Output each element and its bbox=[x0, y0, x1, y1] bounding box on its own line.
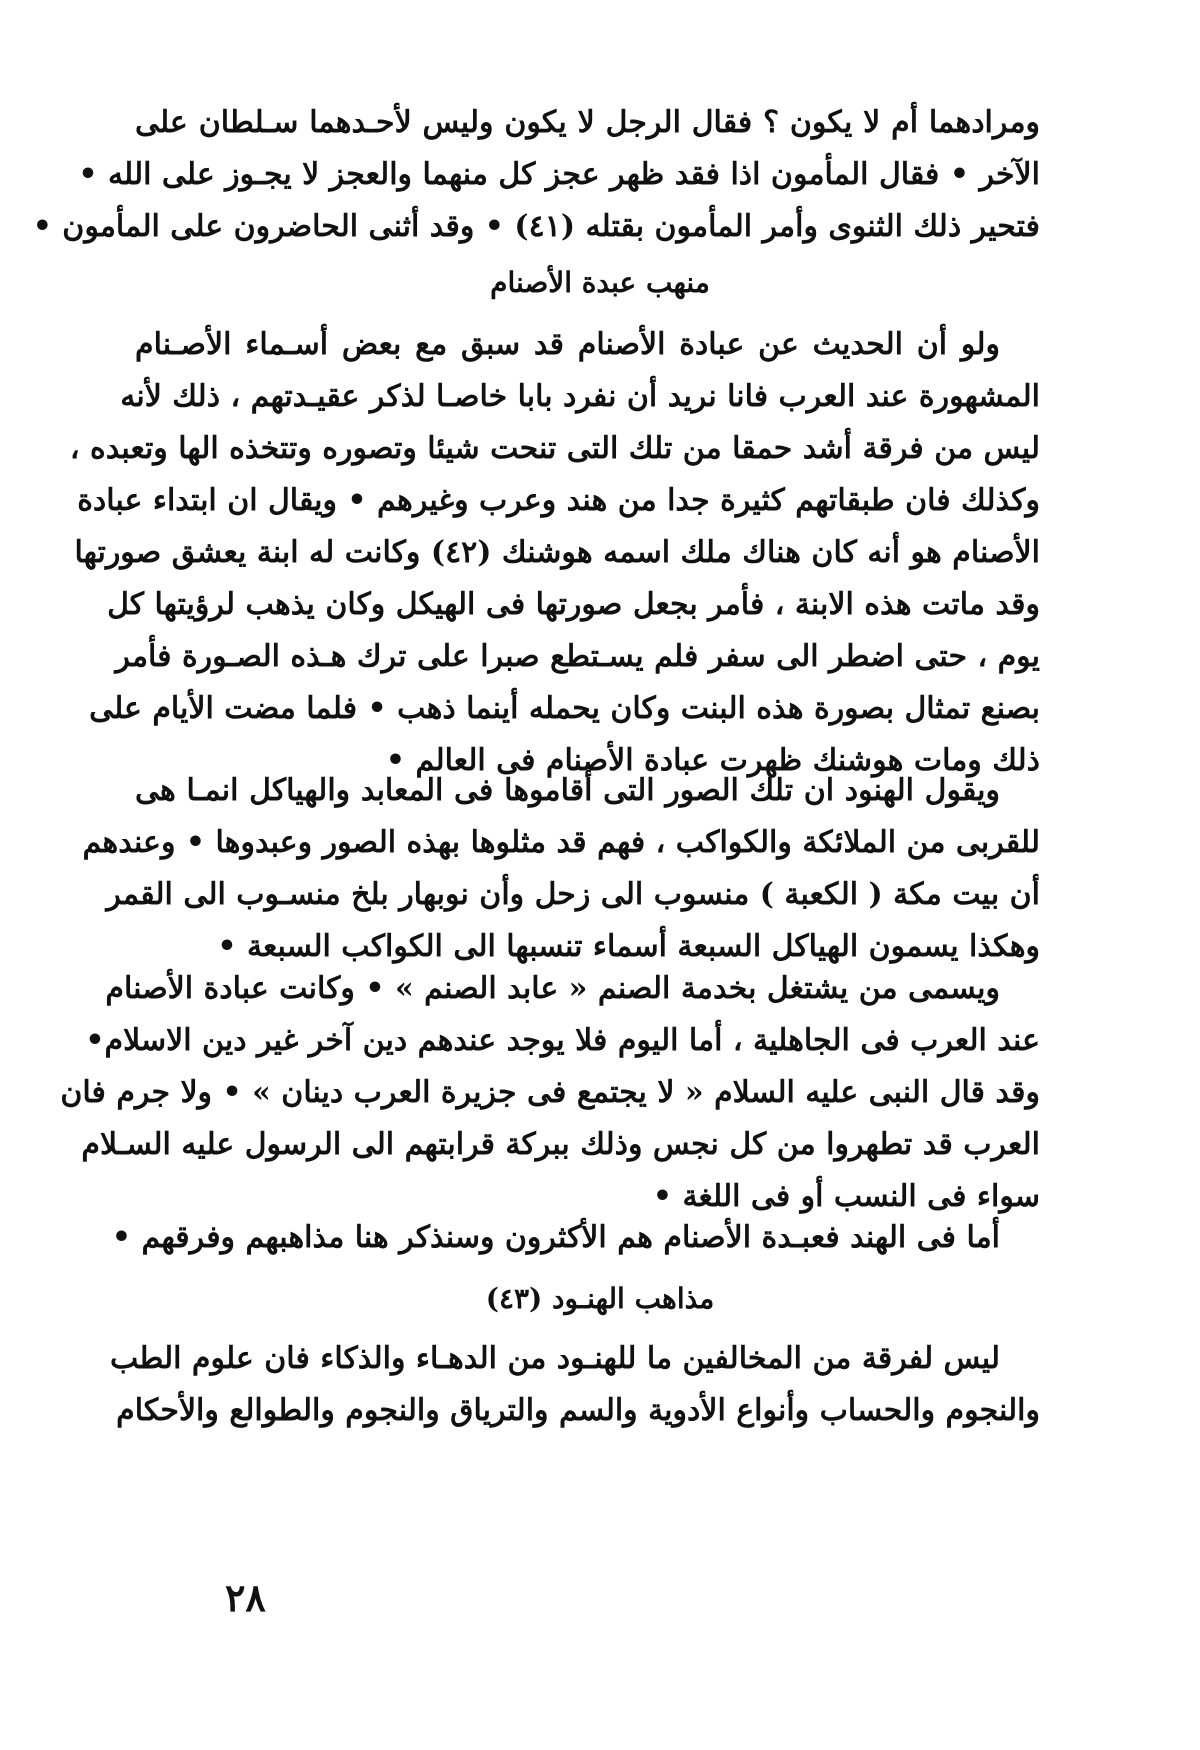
text-line: يوم ، حتى اضطر الى سفر فلم يسـتطع صبرا على ترك هـذه الصـورة فأمر bbox=[115, 639, 1040, 674]
text-line: عند العرب فى الجاهلية ، أما اليوم فلا يوجد عندهم دين آخر غير دين الاسلام• bbox=[85, 1023, 1040, 1058]
paragraph-1 bbox=[69, 319, 1040, 787]
text-line: الأصنام هو أنه كان هناك ملك اسمه هوشنك (٤٢) وكانت له ابنة يعشق صورتها bbox=[74, 535, 1040, 570]
text-line: وقد ماتت هذه الابنة ، فأمر بجعل صورتها فى الهيكل وكان يذهب لرؤيتها كل bbox=[107, 587, 1040, 622]
text-line: وكذلك فان طبقاتهم كثيرة جدا من هند وعرب وغيرهم • ويقال ان ابتداء عبادة bbox=[77, 483, 1040, 518]
text-line: ويقول الهنود ان تلك الصور التى أقاموها فى المعابد والهياكل انمـا هى bbox=[135, 773, 1000, 808]
page-number: ٢٨ bbox=[225, 1575, 266, 1620]
text-line: والنجوم والحساب وأنواع الأدوية والسم والترياق والنجوم والطوالع والأحكام bbox=[116, 1393, 1040, 1428]
text-line: أن بيت مكة ( الكعبة ) منسوب الى زحل وأن نوبهار بلخ منسـوب الى القمر bbox=[106, 877, 1040, 912]
paragraph-2 bbox=[82, 765, 1040, 973]
text-line: ليس لفرقة من المخالفين ما للهنـود من الدهـاء والذكاء فان علوم الطب bbox=[109, 1341, 1000, 1376]
text-line: ومرادهما أم لا يكون ؟ فقال الرجل لا يكون وليس لأحـدهما سـلطان على bbox=[135, 105, 1040, 140]
text-line: وهكذا يسمون الهياكل السبعة أسماء تنسبها الى الكواكب السبعة • bbox=[217, 929, 1040, 964]
paragraph-4 bbox=[111, 1212, 1040, 1264]
section-heading-idol-worshippers: منهب عبدة الأصنام bbox=[490, 266, 710, 299]
paragraph-3 bbox=[60, 963, 1040, 1223]
paragraph-top bbox=[32, 97, 1040, 253]
text-line: أما فى الهند فعبـدة الأصنام هم الأكثرون وسنذكر هنا مذاهبهم وفرقهم • bbox=[111, 1220, 1000, 1255]
text-line: ولو أن الحديث عن عبادة الأصنام قد سبق مع بعض أسـماء الأصـنام bbox=[135, 327, 1000, 362]
text-line: ذلك ومات هوشنك ظهرت عبادة الأصنام فى العالم • bbox=[385, 743, 1040, 778]
text-line: المشهورة عند العرب فانا نريد أن نفرد بابا خاصـا لذكر عقيـدتهم ، ذلك لأنه bbox=[120, 379, 1040, 414]
text-line: ويسمى من يشتغل بخدمة الصنم « عابد الصنم » • وكانت عبادة الأصنام bbox=[105, 971, 1000, 1006]
text-line: ليس من فرقة أشد حمقا من تلك التى تنحت شيئا وتصوره وتتخذه الها وتعبده ، bbox=[69, 431, 1040, 466]
paragraph-5 bbox=[109, 1333, 1040, 1437]
text-line: للقربى من الملائكة والكواكب ، فهم قد مثلوها بهذه الصور وعبدوها • وعندهم bbox=[82, 825, 1040, 860]
text-line: فتحير ذلك الثنوى وأمر المأمون بقتله (٤١) • وقد أثنى الحاضرون على المأمون • bbox=[32, 209, 1040, 244]
text-line: الآخر • فقال المأمون اذا فقد ظهر عجز كل منهما والعجز لا يجـوز على الله • bbox=[78, 157, 1040, 192]
text-line: وقد قال النبى عليه السلام « لا يجتمع فى جزيرة العرب دينان » • ولا جرم فان bbox=[60, 1075, 1040, 1110]
section-heading-hindu-doctrines: مذاهب الهنـود (٤٣) bbox=[485, 1282, 715, 1315]
text-line: سواء فى النسب أو فى اللغة • bbox=[652, 1179, 1040, 1214]
text-line: بصنع تمثال بصورة هذه البنت وكان يحمله أينما ذهب • فلما مضت الأيام على bbox=[89, 691, 1040, 726]
text-line: العرب قد تطهروا من كل نجس وذلك ببركة قرابتهم الى الرسول عليه السـلام bbox=[81, 1127, 1040, 1162]
